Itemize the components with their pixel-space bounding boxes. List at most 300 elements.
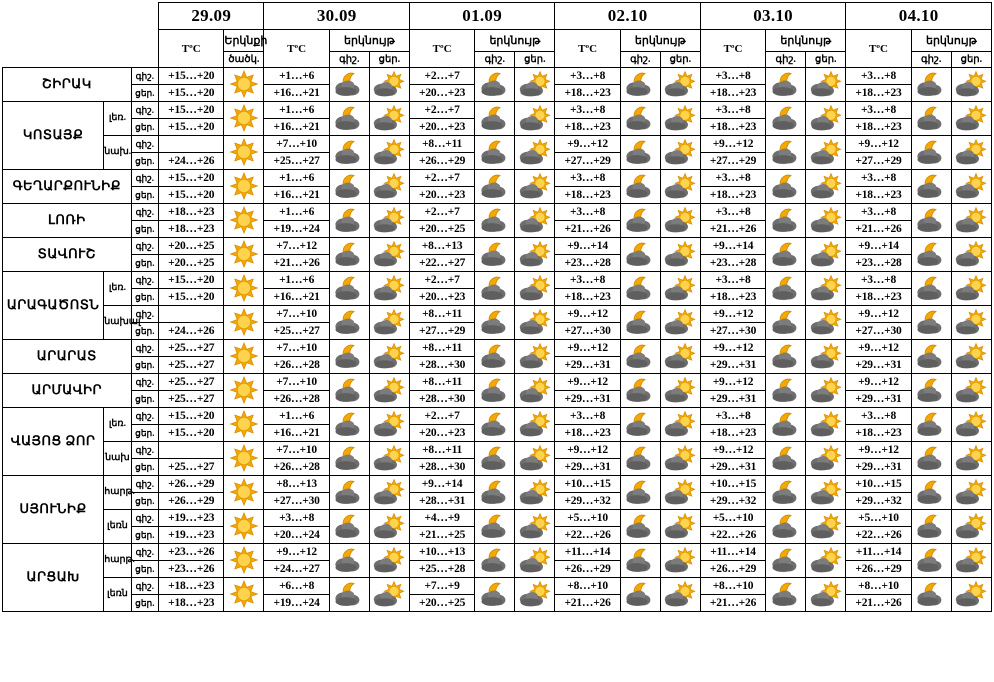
sky-icon-cell	[766, 68, 806, 102]
sky-icon-cell	[369, 578, 409, 612]
sky-icon-cell	[766, 408, 806, 442]
subregion-label: նախ.	[104, 136, 131, 170]
sky-icon-cell	[806, 476, 846, 510]
sky-icon-cell	[660, 544, 700, 578]
day-header-4: ցեր.	[806, 52, 846, 68]
cloud-moon-icon	[332, 275, 366, 303]
temp-value: +9…+14	[555, 238, 620, 255]
temp-value: +27…+30	[700, 323, 765, 340]
sky-icon-cell	[660, 170, 700, 204]
temp-value: +15…+20	[159, 170, 224, 187]
sky-icon-cell	[329, 408, 369, 442]
period-label: գիշ.	[131, 510, 158, 527]
sky-icon-cell	[766, 442, 806, 476]
sky-icon-cell	[911, 408, 951, 442]
sky-icon-cell	[806, 442, 846, 476]
sky-icon-cell	[660, 476, 700, 510]
temp-value: +3…+8	[264, 510, 329, 527]
sky-icon-cell	[911, 476, 951, 510]
sky-icon-cell	[515, 272, 555, 306]
cloud-sun-icon	[518, 275, 552, 303]
sky-icon-cell	[660, 442, 700, 476]
sky-icon-cell	[369, 102, 409, 136]
temp-value: +15…+20	[159, 119, 224, 136]
temp-value: +23…+28	[846, 255, 911, 272]
cloud-sun-icon	[372, 173, 406, 201]
sky-icon-cell	[515, 102, 555, 136]
temp-value: +27…+29	[700, 153, 765, 170]
temp-header-1: TºC	[264, 30, 329, 68]
sky-icon-cell	[620, 544, 660, 578]
cloud-sun-icon	[372, 343, 406, 371]
sky-icon-cell	[515, 170, 555, 204]
cloud-sun-icon	[518, 309, 552, 337]
date-header-5: 04.10	[846, 3, 992, 30]
subregion-label: լեռ.	[104, 102, 131, 136]
sky-icon-cell	[515, 374, 555, 408]
temp-header-4: TºC	[700, 30, 765, 68]
table-row	[3, 578, 992, 595]
temp-value: +11…+14	[700, 544, 765, 561]
temp-value: +21…+26	[846, 595, 911, 612]
sky-icon-cell	[475, 374, 515, 408]
sky-icon-cell	[911, 578, 951, 612]
cloud-moon-icon	[623, 241, 657, 269]
region-name-cell: ԱՐՑԱԽ	[3, 544, 104, 612]
temp-value: +26…+29	[846, 561, 911, 578]
sun-icon	[228, 172, 260, 202]
table-row	[3, 544, 992, 561]
temp-value: +27…+29	[846, 153, 911, 170]
sky-icon-cell	[766, 340, 806, 374]
cloud-moon-icon	[914, 207, 948, 235]
sky-icon-cell	[620, 340, 660, 374]
night-header-1: գիշ.	[329, 52, 369, 68]
day-header-1: ցեր.	[369, 52, 409, 68]
temp-value: +29…+31	[555, 459, 620, 476]
cloud-moon-icon	[332, 207, 366, 235]
cloud-moon-icon	[478, 377, 512, 405]
sky-icon-cell	[329, 272, 369, 306]
temp-value: +18…+23	[555, 425, 620, 442]
sky-icon-cell	[951, 238, 991, 272]
temp-value: +9…+12	[700, 136, 765, 153]
sky-icon-cell	[224, 204, 264, 238]
cloud-sun-icon	[954, 71, 988, 99]
cloud-moon-icon	[332, 547, 366, 575]
temp-value: +18…+23	[555, 187, 620, 204]
cloud-moon-icon	[478, 241, 512, 269]
sky-icon-cell	[329, 136, 369, 170]
sky-icon-cell	[329, 510, 369, 544]
cloud-moon-icon	[914, 411, 948, 439]
cloud-moon-icon	[769, 275, 803, 303]
sky-icon-cell	[620, 272, 660, 306]
temp-value: +10…+13	[409, 544, 474, 561]
sky-icon-cell	[911, 544, 951, 578]
cloud-sun-icon	[809, 513, 843, 541]
temp-value: +15…+20	[159, 408, 224, 425]
sky-icon-cell	[660, 340, 700, 374]
sky-icon-cell	[369, 544, 409, 578]
region-name-cell: ԿՈՏԱՅՔ	[3, 102, 104, 170]
temp-value: +25…+27	[159, 340, 224, 357]
temp-value: +22…+26	[846, 527, 911, 544]
temp-value: +2…+7	[409, 170, 474, 187]
cloud-moon-icon	[914, 309, 948, 337]
temp-value: +8…+11	[409, 374, 474, 391]
temp-value: +18…+23	[159, 204, 224, 221]
region-name-cell: ԳԵՂԱՐՔՈՒՆԻՔ	[3, 170, 132, 204]
temp-value: +20…+23	[409, 425, 474, 442]
sky-icon-cell	[660, 68, 700, 102]
temp-value: +2…+7	[409, 204, 474, 221]
cloud-moon-icon	[623, 207, 657, 235]
sky-icon-cell	[766, 544, 806, 578]
period-label: ցեր.	[131, 187, 158, 204]
cloud-moon-icon	[914, 241, 948, 269]
cloud-moon-icon	[623, 309, 657, 337]
sun-icon	[228, 376, 260, 406]
temp-value: +3…+8	[555, 102, 620, 119]
cloud-moon-icon	[769, 309, 803, 337]
sky-icon-cell	[766, 170, 806, 204]
temp-value: +28…+30	[409, 459, 474, 476]
sky-icon-cell	[911, 272, 951, 306]
cloud-moon-icon	[914, 173, 948, 201]
cloud-sun-icon	[954, 207, 988, 235]
cloud-moon-icon	[332, 445, 366, 473]
subregion-label: հարթ.	[104, 476, 131, 510]
temp-value	[159, 136, 224, 153]
subregion-label: լեռն	[104, 510, 131, 544]
date-header-0: 29.09	[159, 3, 264, 30]
temp-value: +3…+8	[700, 204, 765, 221]
cloud-moon-icon	[478, 581, 512, 609]
sky-icon-cell	[806, 68, 846, 102]
temp-value: +15…+20	[159, 68, 224, 85]
temp-value: +26…+28	[264, 357, 329, 374]
temp-value: +26…+29	[700, 561, 765, 578]
temp-value: +8…+11	[409, 340, 474, 357]
sky-icon-cell	[224, 510, 264, 544]
cloud-sun-icon	[663, 377, 697, 405]
cloud-moon-icon	[914, 275, 948, 303]
temp-value: +9…+14	[846, 238, 911, 255]
cloud-sun-icon	[372, 241, 406, 269]
period-label: ցեր.	[131, 493, 158, 510]
sky-icon-cell	[475, 442, 515, 476]
cloud-moon-icon	[332, 343, 366, 371]
temp-value: +29…+32	[846, 493, 911, 510]
sky-icon-cell	[515, 476, 555, 510]
sky-icon-cell	[475, 136, 515, 170]
sky-icon-cell	[475, 578, 515, 612]
sky-icon-cell	[224, 408, 264, 442]
temp-value: +26…+28	[264, 391, 329, 408]
temp-value: +27…+30	[846, 323, 911, 340]
sky-icon-cell	[329, 544, 369, 578]
temp-value	[159, 306, 224, 323]
cloud-moon-icon	[478, 411, 512, 439]
cloud-moon-icon	[623, 139, 657, 167]
cloud-sun-icon	[372, 581, 406, 609]
cloud-moon-icon	[332, 479, 366, 507]
period-label: գիշ.	[131, 170, 158, 187]
cloud-sun-icon	[809, 581, 843, 609]
temp-value: +9…+12	[846, 374, 911, 391]
sun-icon	[228, 308, 260, 338]
temp-value: +18…+23	[555, 119, 620, 136]
cloud-sun-icon	[372, 513, 406, 541]
cloud-moon-icon	[769, 513, 803, 541]
region-name-cell: ԱՐԱՐԱՏ	[3, 340, 132, 374]
date-header-1: 30.09	[264, 3, 409, 30]
date-header-2: 01.09	[409, 3, 554, 30]
temp-value: +3…+8	[846, 408, 911, 425]
cloud-sun-icon	[518, 343, 552, 371]
temp-value: +29…+32	[700, 493, 765, 510]
night-header-5: գիշ.	[911, 52, 951, 68]
temp-value: +3…+8	[846, 68, 911, 85]
region-name-cell: ՎԱՅՈՑ ՁՈՐ	[3, 408, 104, 476]
temp-value: +7…+10	[264, 340, 329, 357]
temp-value: +19…+24	[264, 221, 329, 238]
cloud-sun-icon	[663, 275, 697, 303]
sky-icon-cell	[951, 408, 991, 442]
temp-value: +19…+23	[159, 527, 224, 544]
cloud-moon-icon	[623, 173, 657, 201]
sky-icon-cell	[660, 374, 700, 408]
sky-icon-cell	[224, 442, 264, 476]
temp-value: +1…+6	[264, 170, 329, 187]
temp-value: +15…+20	[159, 425, 224, 442]
period-label: ցեր.	[131, 357, 158, 374]
sky-icon-cell	[951, 170, 991, 204]
date-header-4: 03.10	[700, 3, 845, 30]
sky-icon-cell	[660, 408, 700, 442]
temp-value: +16…+21	[264, 187, 329, 204]
cloud-sun-icon	[954, 581, 988, 609]
sky-icon-cell	[951, 340, 991, 374]
cloud-sun-icon	[518, 581, 552, 609]
temp-value: +9…+12	[264, 544, 329, 561]
period-label: գիշ.	[131, 204, 158, 221]
cloud-sun-icon	[954, 513, 988, 541]
temp-value: +28…+31	[409, 493, 474, 510]
temp-value: +3…+8	[555, 68, 620, 85]
region-name-cell: ՇԻՐԱԿ	[3, 68, 132, 102]
cloud-moon-icon	[769, 411, 803, 439]
cloud-sun-icon	[663, 309, 697, 337]
cloud-moon-icon	[623, 105, 657, 133]
sky-icon-cell	[224, 340, 264, 374]
sky-icon-cell	[369, 476, 409, 510]
cloud-sun-icon	[663, 445, 697, 473]
sky-icon-cell	[329, 238, 369, 272]
sky-icon-cell	[911, 204, 951, 238]
cloud-moon-icon	[478, 207, 512, 235]
sun-icon	[228, 546, 260, 576]
sky-header-3: երկնույթ	[620, 30, 700, 52]
temp-value: +5…+10	[846, 510, 911, 527]
sky-icon-cell	[224, 136, 264, 170]
temp-value: +18…+23	[159, 578, 224, 595]
temp-value: +24…+26	[159, 323, 224, 340]
sky-icon-cell	[224, 272, 264, 306]
sky-icon-cell	[660, 136, 700, 170]
temp-header-5: TºC	[846, 30, 911, 68]
sky-icon-cell	[951, 102, 991, 136]
cloud-moon-icon	[478, 479, 512, 507]
temp-value: +2…+7	[409, 272, 474, 289]
temp-value: +29…+31	[555, 391, 620, 408]
cloud-moon-icon	[769, 241, 803, 269]
cloud-sun-icon	[954, 275, 988, 303]
temp-value: +3…+8	[555, 204, 620, 221]
sky-icon-cell	[475, 340, 515, 374]
temp-value: +3…+8	[700, 272, 765, 289]
temp-value: +9…+12	[846, 306, 911, 323]
sky-icon-cell	[620, 374, 660, 408]
cloud-sun-icon	[954, 139, 988, 167]
cloud-sun-icon	[372, 207, 406, 235]
sky-icon-cell	[660, 510, 700, 544]
sky-icon-cell	[329, 476, 369, 510]
subregion-label: հարթ.	[104, 544, 131, 578]
sky-icon-cell	[620, 306, 660, 340]
temp-value: +18…+23	[555, 85, 620, 102]
sky-icon-cell	[515, 68, 555, 102]
temp-value: +21…+26	[700, 595, 765, 612]
temp-value: +4…+9	[409, 510, 474, 527]
temp-value: +3…+8	[846, 170, 911, 187]
temp-value: +29…+32	[555, 493, 620, 510]
temp-value: +18…+23	[846, 187, 911, 204]
table-row	[3, 510, 992, 527]
cloud-moon-icon	[914, 105, 948, 133]
temp-value: +29…+31	[555, 357, 620, 374]
sky-icon-cell	[911, 306, 951, 340]
table-row	[3, 136, 992, 153]
night-header-2: գիշ.	[475, 52, 515, 68]
temp-value: +21…+26	[700, 221, 765, 238]
cloud-moon-icon	[623, 343, 657, 371]
sky-icon-cell	[951, 374, 991, 408]
cloud-sun-icon	[663, 71, 697, 99]
temp-value: +15…+20	[159, 85, 224, 102]
cloud-sun-icon	[809, 275, 843, 303]
cloud-moon-icon	[332, 139, 366, 167]
sky-icon-cell	[620, 204, 660, 238]
temp-value: +24…+26	[159, 153, 224, 170]
temp-value: +7…+10	[264, 374, 329, 391]
sky-icon-cell	[766, 476, 806, 510]
cloud-sun-icon	[954, 241, 988, 269]
sky-icon-cell	[951, 544, 991, 578]
sky-icon-cell	[475, 272, 515, 306]
temp-value: +16…+21	[264, 289, 329, 306]
sky-icon-cell	[951, 272, 991, 306]
temp-value: +15…+20	[159, 102, 224, 119]
cloud-sun-icon	[518, 71, 552, 99]
temp-header-0: TºC	[159, 30, 224, 68]
temp-value: +25…+27	[159, 459, 224, 476]
cloud-sun-icon	[663, 513, 697, 541]
sky-icon-cell	[660, 306, 700, 340]
temp-value: +9…+12	[700, 306, 765, 323]
sky-icon-cell	[369, 374, 409, 408]
sky-header-5: երկնույթ	[911, 30, 991, 52]
temp-value: +1…+6	[264, 102, 329, 119]
period-label: գիշ.	[131, 102, 158, 119]
temp-value: +25…+27	[264, 153, 329, 170]
sky-icon-cell	[766, 306, 806, 340]
period-label: ցեր.	[131, 561, 158, 578]
period-label: գիշ.	[131, 544, 158, 561]
temp-value: +3…+8	[700, 68, 765, 85]
cloud-sun-icon	[663, 343, 697, 371]
forecast-table	[2, 2, 992, 612]
sky-icon-cell	[369, 510, 409, 544]
cloud-moon-icon	[623, 275, 657, 303]
cloud-sun-icon	[518, 513, 552, 541]
sky-icon-cell	[515, 510, 555, 544]
region-name-cell: ՏԱՎՈՒՇ	[3, 238, 132, 272]
region-name-cell: ԱՐՄԱՎԻՐ	[3, 374, 132, 408]
temp-value: +26…+29	[555, 561, 620, 578]
table-row	[3, 204, 992, 221]
sky-icon-cell	[660, 204, 700, 238]
temp-value: +23…+28	[700, 255, 765, 272]
temp-value: +18…+23	[700, 187, 765, 204]
cloud-moon-icon	[623, 581, 657, 609]
cloud-sun-icon	[518, 547, 552, 575]
cloud-sun-icon	[663, 241, 697, 269]
temp-value: +18…+23	[700, 119, 765, 136]
temp-value: +11…+14	[846, 544, 911, 561]
sky-icon-cell	[766, 204, 806, 238]
period-label: ցեր.	[131, 255, 158, 272]
temp-value: +21…+26	[846, 221, 911, 238]
cloud-sun-icon	[372, 71, 406, 99]
period-label: գիշ.	[131, 578, 158, 595]
cloud-sun-icon	[809, 377, 843, 405]
temp-value: +9…+12	[555, 340, 620, 357]
period-label: գիշ.	[131, 238, 158, 255]
sky-icon-cell	[660, 102, 700, 136]
sky-icon-cell	[329, 170, 369, 204]
cloud-sun-icon	[954, 377, 988, 405]
sky-icon-cell	[369, 340, 409, 374]
cloud-moon-icon	[478, 445, 512, 473]
day-header-5: ցեր.	[951, 52, 991, 68]
cloud-moon-icon	[478, 275, 512, 303]
sun-icon	[228, 104, 260, 134]
sun-icon	[228, 240, 260, 270]
sky-icon-cell	[329, 340, 369, 374]
sky-icon-cell	[660, 578, 700, 612]
cloud-moon-icon	[914, 513, 948, 541]
temp-header-2: TºC	[409, 30, 474, 68]
sky-icon-cell	[806, 340, 846, 374]
sky-icon-cell	[224, 306, 264, 340]
sky-icon-cell	[620, 510, 660, 544]
temp-value: +26…+28	[264, 459, 329, 476]
cloud-sun-icon	[809, 207, 843, 235]
temp-value: +1…+6	[264, 272, 329, 289]
cloud-moon-icon	[332, 309, 366, 337]
